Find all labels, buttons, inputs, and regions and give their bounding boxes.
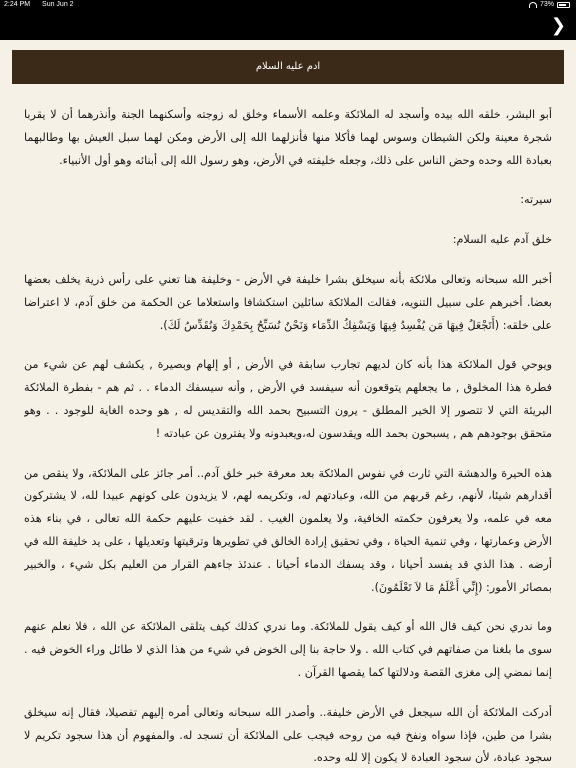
status-time: 2:24 PM	[4, 1, 31, 8]
status-date: Sun Jun 2	[42, 1, 74, 8]
battery-icon	[557, 2, 570, 8]
navigation-bar	[0, 12, 576, 40]
article-content[interactable]	[24, 104, 552, 768]
battery-percent: 73%	[539, 1, 554, 8]
status-left	[4, 1, 84, 8]
paragraph-angels-informed: أخبر الله سبحانه وتعالى ملائكة بأنه سيخلق بشرا خليفة في الأرض - وخليفة هنا تعني على رأس ذرية يخلف بعضها بعضا. أخبرهم على سبيل التنويه، فقالت الملائكة سائلين استكشافا واستعلاما عن الحكمة من خلق آدم، لا اعتراضا على خلقه: (أَتَجْعَلُ فِيهَا مَن يُفْسِدُ فِيهَا وَيَسْفِكُ الدِّمَاء وَنَحْنُ نُسَبِّحُ بِحَمْدِكَ وَنُقَدِّسُ لَكَ).	[24, 272, 552, 332]
paragraph-angels-wonder: هذه الحيرة والدهشة التي ثارت في نفوس الملائكة بعد معرفة خبر خلق آدم.. أمر جائز على الملائكة، ولا ينقص من أقدارهم شيئا، لأنهم، رغم قربهم من الله، وعبادتهم له، وتكريمه لهم، لا يزيدون على كونهم عبيدا لله، لا يشتركون معه في علمه، ولا يعرفون حكمته الخافية، ولا يعلمون الغيب . لقد خفيت عليهم حكمة الله تعالى ، في بناء هذه الأرض وعمارتها ، وفي تنمية الحياة ، وفي تحقيق إرادة الخالق في تطويرها وترقيتها وتعديلها ، على يد خليفة الله في أرضه . هذا الذي قد يفسد أحيانا ، وقد يسفك الدماء أحيانا . عندئذ جاءهم القرار من العليم بكل شيء ، والخبير بمصائر الأمور: (إِنِّي أَعْلَمُ مَا لاَ تَعْلَمُونَ).	[24, 466, 552, 594]
status-right	[529, 1, 570, 8]
paragraph-intro: أبو البشر، خلقه الله بيده وأسجد له الملائكة وعلمه الأسماء وخلق له زوجته وأسكنهما الجنة وأنذرهما أن لا يقربا شجرة معينة ولكن الشيطان وسوس لهما فأكلا منها فأنزلهما الله إلى الأرض ومكن لهما سبل العيش بها وطالبهما بعبادة الله وحده وحض الناس على ذلك، وجعله خليفته في الأرض، وهو رسول الله إلى أبنائه وهو أول الأنبياء.	[24, 108, 552, 167]
paragraph-prostration: أدركت الملائكة أن الله سيجعل في الأرض خليفة.. وأصدر الله سبحانه وتعالى أمره إليهم تفصيلا، فقال إنه سيخلق بشرا من طين، فإذا سواه ونفخ فيه من روحه فيجب على الملائكة أن تسجد له. والمفهوم أن هذا سجود تكريم لا سجود عبادة، لأن سجود العبادة لا يكون إلا لله وحده.	[24, 705, 552, 765]
chevron-right-icon[interactable]: ❯	[550, 15, 566, 36]
wifi-icon	[529, 2, 537, 8]
paragraph-angels-reflection: ويوحي قول الملائكة هذا بأنه كان لديهم تجارب سابقة في الأرض , أو إلهام وبصيرة , يكشف لهم عن شيء من فطرة هذا المخلوق , ما يجعلهم يتوقعون أنه سيفسد في الأرض , وأنه سيسفك الدماء . . ثم هم - بفطرة الملائكة البريئة التي لا تتصور إلا الخير المطلق - يرون التسبيح بحمد الله والتقديس له , هو وحده الغاية للوجود . . وهو متحقق بوجودهم هم , يسبحون بحمد الله ويقدسون له،ويعبدونه ولا يفترون عن عبادته !	[24, 358, 552, 440]
paragraph-heading-biography: سيرته:	[520, 193, 552, 207]
paragraph-unknown: وما ندري نحن كيف قال الله أو كيف يقول للملائكة. وما ندري كذلك كيف يتلقى الملائكة عن الله ، فلا نعلم عنهم سوى ما بلغنا من صفاتهم في كتاب الله . ولا حاجة بنا إلى الخوض في شيء من هذا الذي لا طائل وراء الخوض فيه . إنما نمضي إلى مغزى القصة ودلالتها كما يقصها القرآن .	[24, 620, 552, 679]
page-title: ادم عليه السلام	[255, 61, 321, 72]
paragraph-heading-creation: خلق آدم عليه السلام:	[452, 233, 552, 247]
status-bar	[0, 0, 576, 12]
page-title-bar	[12, 50, 564, 84]
